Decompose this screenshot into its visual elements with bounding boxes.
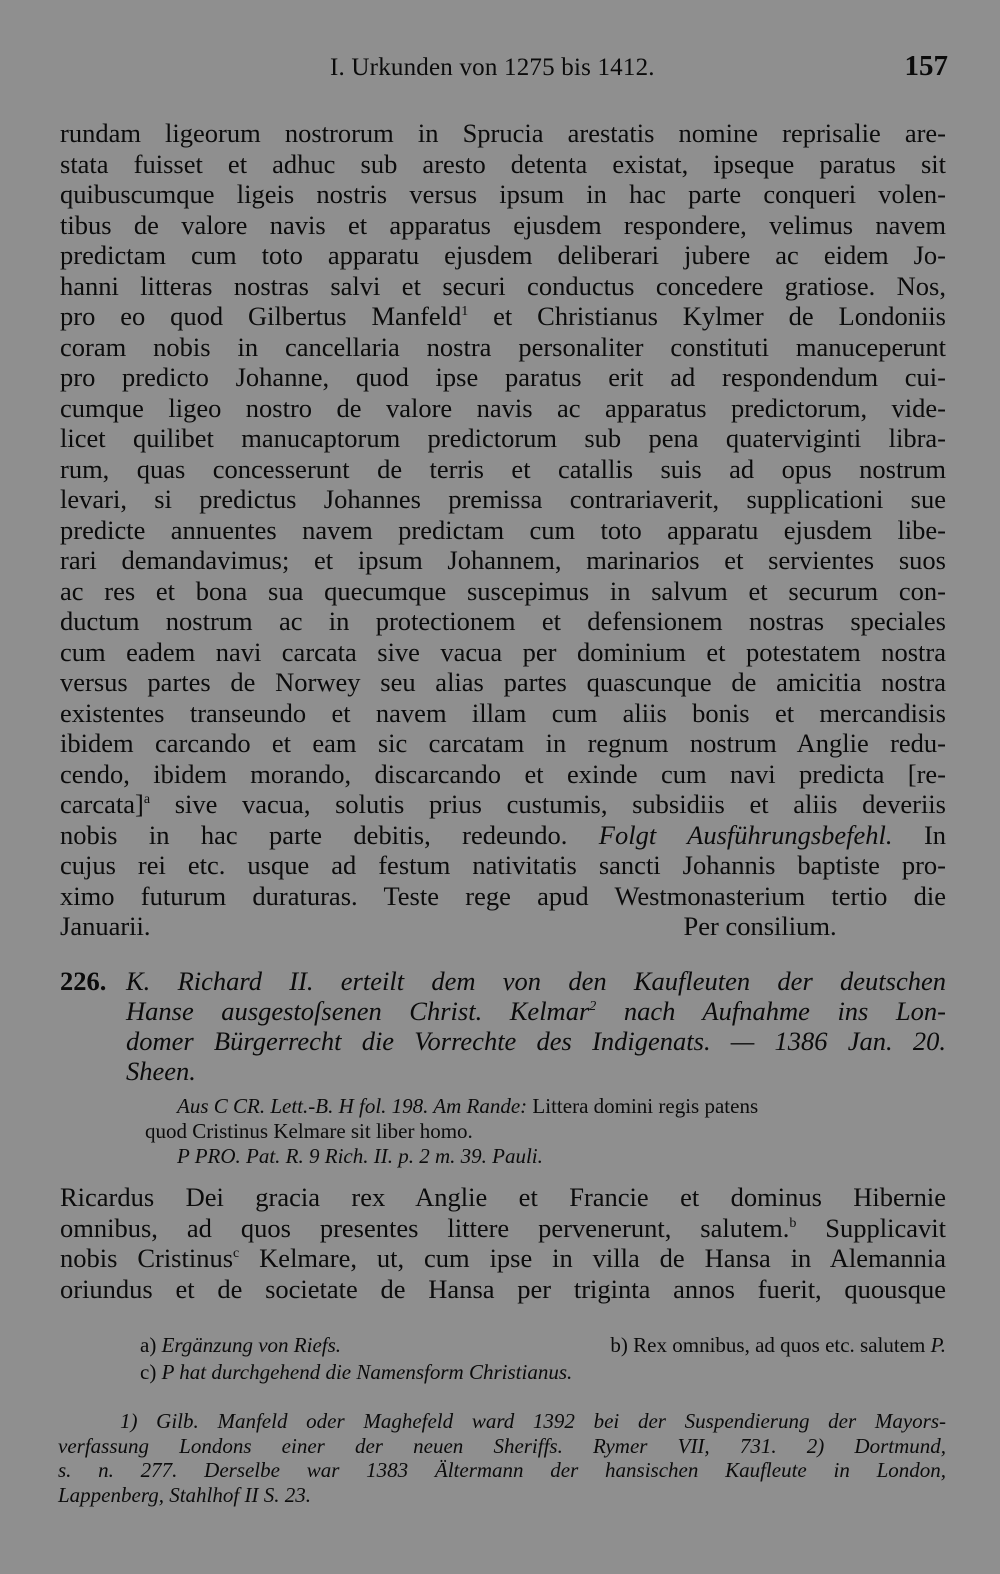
page-header: [60, 50, 948, 90]
text-segment: nach Aufnahme ins Lon-: [596, 996, 946, 1026]
text-segment: Supplicavit: [796, 1212, 946, 1243]
footnote-text: P hat durchgehend die Namensform Christianus.: [161, 1360, 573, 1384]
text-line: stata fuisset et adhuc sub aresto detenta existat, ipseque paratus sit: [60, 148, 946, 179]
text-line: ac res et bona sua quecumque suscepimus in salvum et securum con-: [60, 575, 946, 606]
text-line: rari demandavimus; et ipsum Johannem, marinarios et servientes suos: [60, 545, 946, 575]
entry-title-line: [60, 996, 946, 1026]
text-line: [60, 1243, 946, 1274]
text-line: ximo futurum duraturas. Teste rege apud Westmonasterium tertio die: [60, 880, 946, 911]
source-line: quod Cristinus Kelmare sit liber homo.: [145, 1119, 473, 1143]
footnote-line: verfassung Londons einer der neuen Sheriffs. Rymer VII, 731. 2) Dortmund,: [58, 1433, 946, 1458]
footnote-marker: a: [143, 792, 151, 808]
text-segment: Per consilium.: [683, 911, 837, 941]
text-line: cumque ligeo nostro de valore navis ac apparatus predictorum, vide-: [60, 392, 946, 423]
text-segment: et Christianus Kylmer de Londoniis: [468, 301, 946, 331]
footnote-marker: 2: [589, 999, 597, 1015]
text-segment: Kelmare, ut, cum ipse in villa de Hansa in Alemannia: [239, 1243, 946, 1273]
text-line: predictam cum toto apparatu ejusdem deliberari jubere ac eidem Jo-: [60, 240, 946, 270]
footnote-label: a): [140, 1333, 157, 1357]
entry-heading: [60, 966, 946, 1086]
text-segment: nobis in hac parte debitis, redeundo.: [60, 819, 568, 850]
text-segment: Hanse ausgestoſsenen Christ. Kelmar: [126, 996, 590, 1026]
footnote-line: [140, 1359, 946, 1386]
text-line: predicte annuentes navem predictam cum toto apparatu ejusdem libe-: [60, 514, 946, 545]
text-line: ductum nostrum ac in protectionem et defensionem nostras speciales: [60, 606, 946, 636]
text-segment: Littera domini regis patens: [527, 1094, 759, 1118]
source-line: [145, 1144, 945, 1169]
footnote-label: b): [610, 1333, 628, 1357]
text-segment: Januarii.: [60, 911, 151, 941]
text-line: rundam ligeorum nostrorum in Sprucia arestatis nomine reprisalie are-: [60, 118, 946, 148]
source-line: [145, 1094, 945, 1119]
footnote-text: Ergänzung von Riefs.: [161, 1333, 342, 1357]
text-segment: In: [923, 819, 947, 850]
text-line: cendo, ibidem morando, discarcando et exinde cum navi predicta [re-: [60, 758, 946, 789]
running-head: I. Urkunden von 1275 bis 1412.: [330, 54, 655, 81]
text-line: [60, 301, 946, 332]
entry-title-line: [60, 966, 946, 996]
source-notes: [145, 1094, 945, 1169]
footnote-marker: 1: [461, 304, 469, 320]
text-line: rum, quas concesserunt de terris et catallis suis ad opus nostrum: [60, 453, 946, 484]
text-line: [60, 911, 946, 942]
text-segment: omnibus, ad quos presentes littere pervenerunt, salutem.: [60, 1212, 790, 1243]
text-line: existentes transeundo et navem illam cum aliis bonis et mercandisis: [60, 697, 946, 728]
footnote-label: c): [140, 1360, 157, 1384]
text-segment: sive vacua, solutis prius custumis, subsidiis et aliis deveriis: [150, 789, 946, 819]
footnote-b: [610, 1332, 946, 1359]
text-segment: carcata]: [60, 789, 144, 819]
footnote-marker: b: [789, 1215, 797, 1231]
footnote-line: s. n. 277. Derselbe war 1383 Ältermann der hansischen Kaufleute in London,: [58, 1458, 946, 1482]
text-line: versus partes de Norwey seu alias partes quascunque de amicitia nostra: [60, 667, 946, 697]
text-line: [60, 1213, 946, 1244]
text-segment: K. Richard II. erteilt dem von den Kaufleuten der deutschen: [126, 966, 946, 996]
footnote-line: [140, 1332, 946, 1359]
entry-number: 226.: [60, 966, 107, 996]
entry-title-line: domer Bürgerrecht die Vorrechte des Indigenats. — 1386 Jan. 20.: [126, 1026, 946, 1056]
footnote-text: Rex omnibus, ad quos etc. salutem: [633, 1333, 926, 1357]
text-line: licet quilibet manucaptorum predictorum sub pena quaterviginti libra-: [60, 423, 946, 453]
text-line: cujus rei etc. usque ad festum nativitatis sancti Johannis baptiste pro-: [60, 850, 946, 880]
text-line: hanni litteras nostras salvi et securi conductus concedere gratiose. Nos,: [60, 270, 946, 301]
document-text: [60, 1182, 946, 1304]
entry-title-line: Sheen.: [126, 1056, 196, 1086]
footnote-line: 1) Gilb. Manfeld oder Maghefeld ward 1392 bei der Suspendierung der Mayors-: [120, 1409, 946, 1433]
text-line: levari, si predictus Johannes premissa contrariaverit, supplicationi sue: [60, 484, 946, 514]
text-line: quibuscumque ligeis nostris versus ipsum in hac parte conqueri volen-: [60, 179, 946, 209]
footnote-line: Lappenberg, Stahlhof II S. 23.: [58, 1482, 311, 1507]
text-line: [60, 820, 946, 851]
text-line: Ricardus Dei gracia rex Anglie et Francie et dominus Hibernie: [60, 1182, 946, 1212]
page-number: 157: [904, 50, 948, 82]
text-line: tibus de valore navis et apparatus ejusdem respondere, velimus navem: [60, 209, 946, 240]
text-segment: pro eo quod Gilbertus Manfeld: [60, 301, 462, 331]
footnote-siglum: P.: [930, 1333, 946, 1357]
text-line: pro predicto Johanne, quod ipse paratus erit ad respondendum cui-: [60, 362, 946, 392]
editorial-note: Folgt Ausführungsbefehl.: [598, 819, 893, 850]
main-text: [60, 118, 946, 942]
text-segment: P PRO. Pat. R. 9 Rich. II. p. 2 m. 39. Pauli.: [177, 1144, 543, 1168]
text-segment: nobis Cristinus: [60, 1243, 234, 1273]
letter-footnotes: [140, 1332, 946, 1386]
text-segment: Aus C CR. Lett.-B. H fol. 198. Am Rande:: [177, 1094, 528, 1118]
text-line: cum eadem navi carcata sive vacua per dominium et potestatem nostra: [60, 636, 946, 667]
numbered-footnotes: [58, 1409, 946, 1507]
text-line: oriundus et de societate de Hansa per triginta annos fuerit, quousque: [60, 1273, 946, 1304]
footnote-a: [140, 1332, 341, 1359]
footnote-marker: c: [233, 1246, 240, 1262]
text-line: coram nobis in cancellaria nostra personaliter constituti manuceperunt: [60, 331, 946, 362]
text-line: [60, 789, 946, 820]
text-line: ibidem carcando et eam sic carcatam in regnum nostrum Anglie redu-: [60, 728, 946, 758]
